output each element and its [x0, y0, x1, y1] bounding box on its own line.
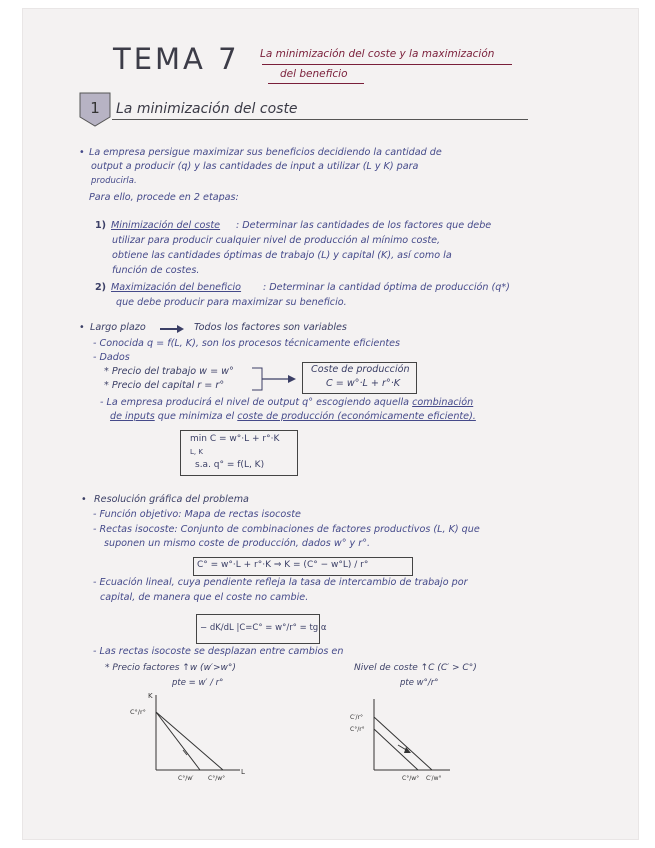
intro-line3: producirla. [91, 176, 137, 186]
pte-left: pte = w′ / r° [172, 678, 224, 688]
step1-line4: función de costes. [112, 265, 200, 276]
left-x-axis-label: L [241, 768, 245, 776]
step1-number: 1) [95, 220, 107, 231]
conocida-line: - Conocida q = f(L, K), son los procesos técnicamente eficientes [93, 338, 401, 349]
section-rule [112, 119, 528, 120]
formula-text: C° = w°·L + r°·K ⇒ K = (C° − w°L) / r° [197, 560, 369, 570]
step1-line1: : Determinar las cantidades de los factores que debe [236, 220, 492, 231]
empresa-text-e: coste de producción (económicamente eficiente). [237, 411, 476, 422]
ecuacion-line2: capital, de manera que el coste no cambie. [100, 592, 309, 603]
notebook-page [22, 8, 639, 840]
right-x-tick2: C′/w° [426, 775, 442, 782]
nivel-coste: Nivel de coste ↑C (C′ > C°) [354, 663, 477, 673]
slope-formula: − dK/dL |C=C° = w°/r° = tg α [200, 623, 327, 633]
empresa-text-a: - La empresa producirá el nivel de output q° escogiendo aquella [100, 397, 413, 408]
tema-title-line1: La minimización del coste y la maximización [260, 48, 495, 60]
funcion-line: - Función objetivo: Mapa de rectas isocoste [93, 509, 301, 520]
ecuacion-line1: - Ecuación lineal, cuya pendiente refleja la tasa de intercambio de trabajo por [93, 577, 468, 588]
largo-plazo-rest: Todos los factores son variables [194, 322, 347, 333]
section-number-badge [78, 91, 112, 129]
title-underline-2 [268, 83, 364, 84]
tema-heading: TEMA 7 [113, 42, 240, 76]
step1-line2: utilizar para producir cualquier nivel de producción al mínimo coste, [112, 235, 441, 246]
step1-line3: obtiene las cantidades óptimas de trabajo (L) y capital (K), así como la [112, 250, 452, 261]
title-underline-1 [262, 64, 512, 65]
step2-line2: que debe producir para maximizar su beneficio. [116, 297, 347, 308]
coste-box-line1: Coste de producción [311, 364, 410, 375]
arrow-right-icon [159, 324, 185, 334]
empresa-line1 [100, 397, 473, 410]
min-line2: L, K [190, 448, 203, 456]
bullet-dot: • [79, 147, 85, 158]
intro-line1: La empresa persigue maximizar sus beneficios decidiendo la cantidad de [89, 147, 442, 158]
section-number: 1 [90, 99, 100, 117]
tema-title-line2: del beneficio [280, 68, 348, 80]
step2-title: Maximización del beneficio [111, 282, 242, 293]
bullet-dot-3: • [81, 494, 87, 505]
left-y-axis-label: K [148, 692, 153, 700]
empresa-text-b: combinación [412, 397, 474, 408]
desplazan-line: - Las rectas isocoste se desplazan entre cambios en [93, 646, 344, 657]
largo-plazo-head: Largo plazo [90, 322, 146, 333]
step2-number: 2) [95, 282, 107, 293]
left-y-tick: C°/r° [130, 708, 146, 716]
resolucion-head: Resolución gráfica del problema [94, 494, 249, 505]
right-y-tick1: C′/r° [350, 714, 364, 721]
step1-title: Minimización del coste [111, 220, 221, 231]
pte-right: pte w°/r° [400, 678, 439, 688]
left-x-tick2: C°/w° [208, 775, 226, 782]
precio-trabajo: * Precio del trabajo w = w° [104, 366, 234, 377]
coste-box-line2: C = w°·L + r°·K [326, 378, 401, 389]
rectas-line2: suponen un mismo coste de producción, dados w° y r°. [104, 538, 371, 549]
empresa-line2 [110, 411, 476, 424]
min-line3: s.a. q° = f(L, K) [195, 460, 265, 470]
rectas-line1: - Rectas isocoste: Conjunto de combinaciones de factores productivos (L, K) que [93, 524, 480, 535]
right-x-tick1: C°/w° [402, 775, 420, 782]
isocost-graph-left [128, 690, 263, 790]
empresa-text-c: de inputs [110, 411, 155, 422]
bracket-arrow-icon [250, 364, 298, 394]
left-x-tick1: C°/w′ [178, 775, 194, 782]
min-line1: min C = w°·L + r°·K [190, 434, 280, 444]
isocost-graph-right [350, 695, 460, 790]
empresa-text-d: que minimiza el [154, 411, 238, 422]
intro-line2: output a producir (q) y las cantidades de input a utilizar (L y K) para [91, 161, 419, 172]
precio-factores: * Precio factores ↑w (w′>w°) [105, 663, 236, 673]
section-title: La minimización del coste [116, 101, 298, 117]
dados-line: - Dados [93, 352, 130, 363]
intro-line4: Para ello, procede en 2 etapas: [89, 192, 239, 203]
step2-line1: : Determinar la cantidad óptima de producción (q*) [263, 282, 510, 293]
precio-capital: * Precio del capital r = r° [104, 380, 225, 391]
bullet-dot-2: • [79, 322, 85, 333]
right-y-tick2: C°/r° [350, 726, 365, 733]
